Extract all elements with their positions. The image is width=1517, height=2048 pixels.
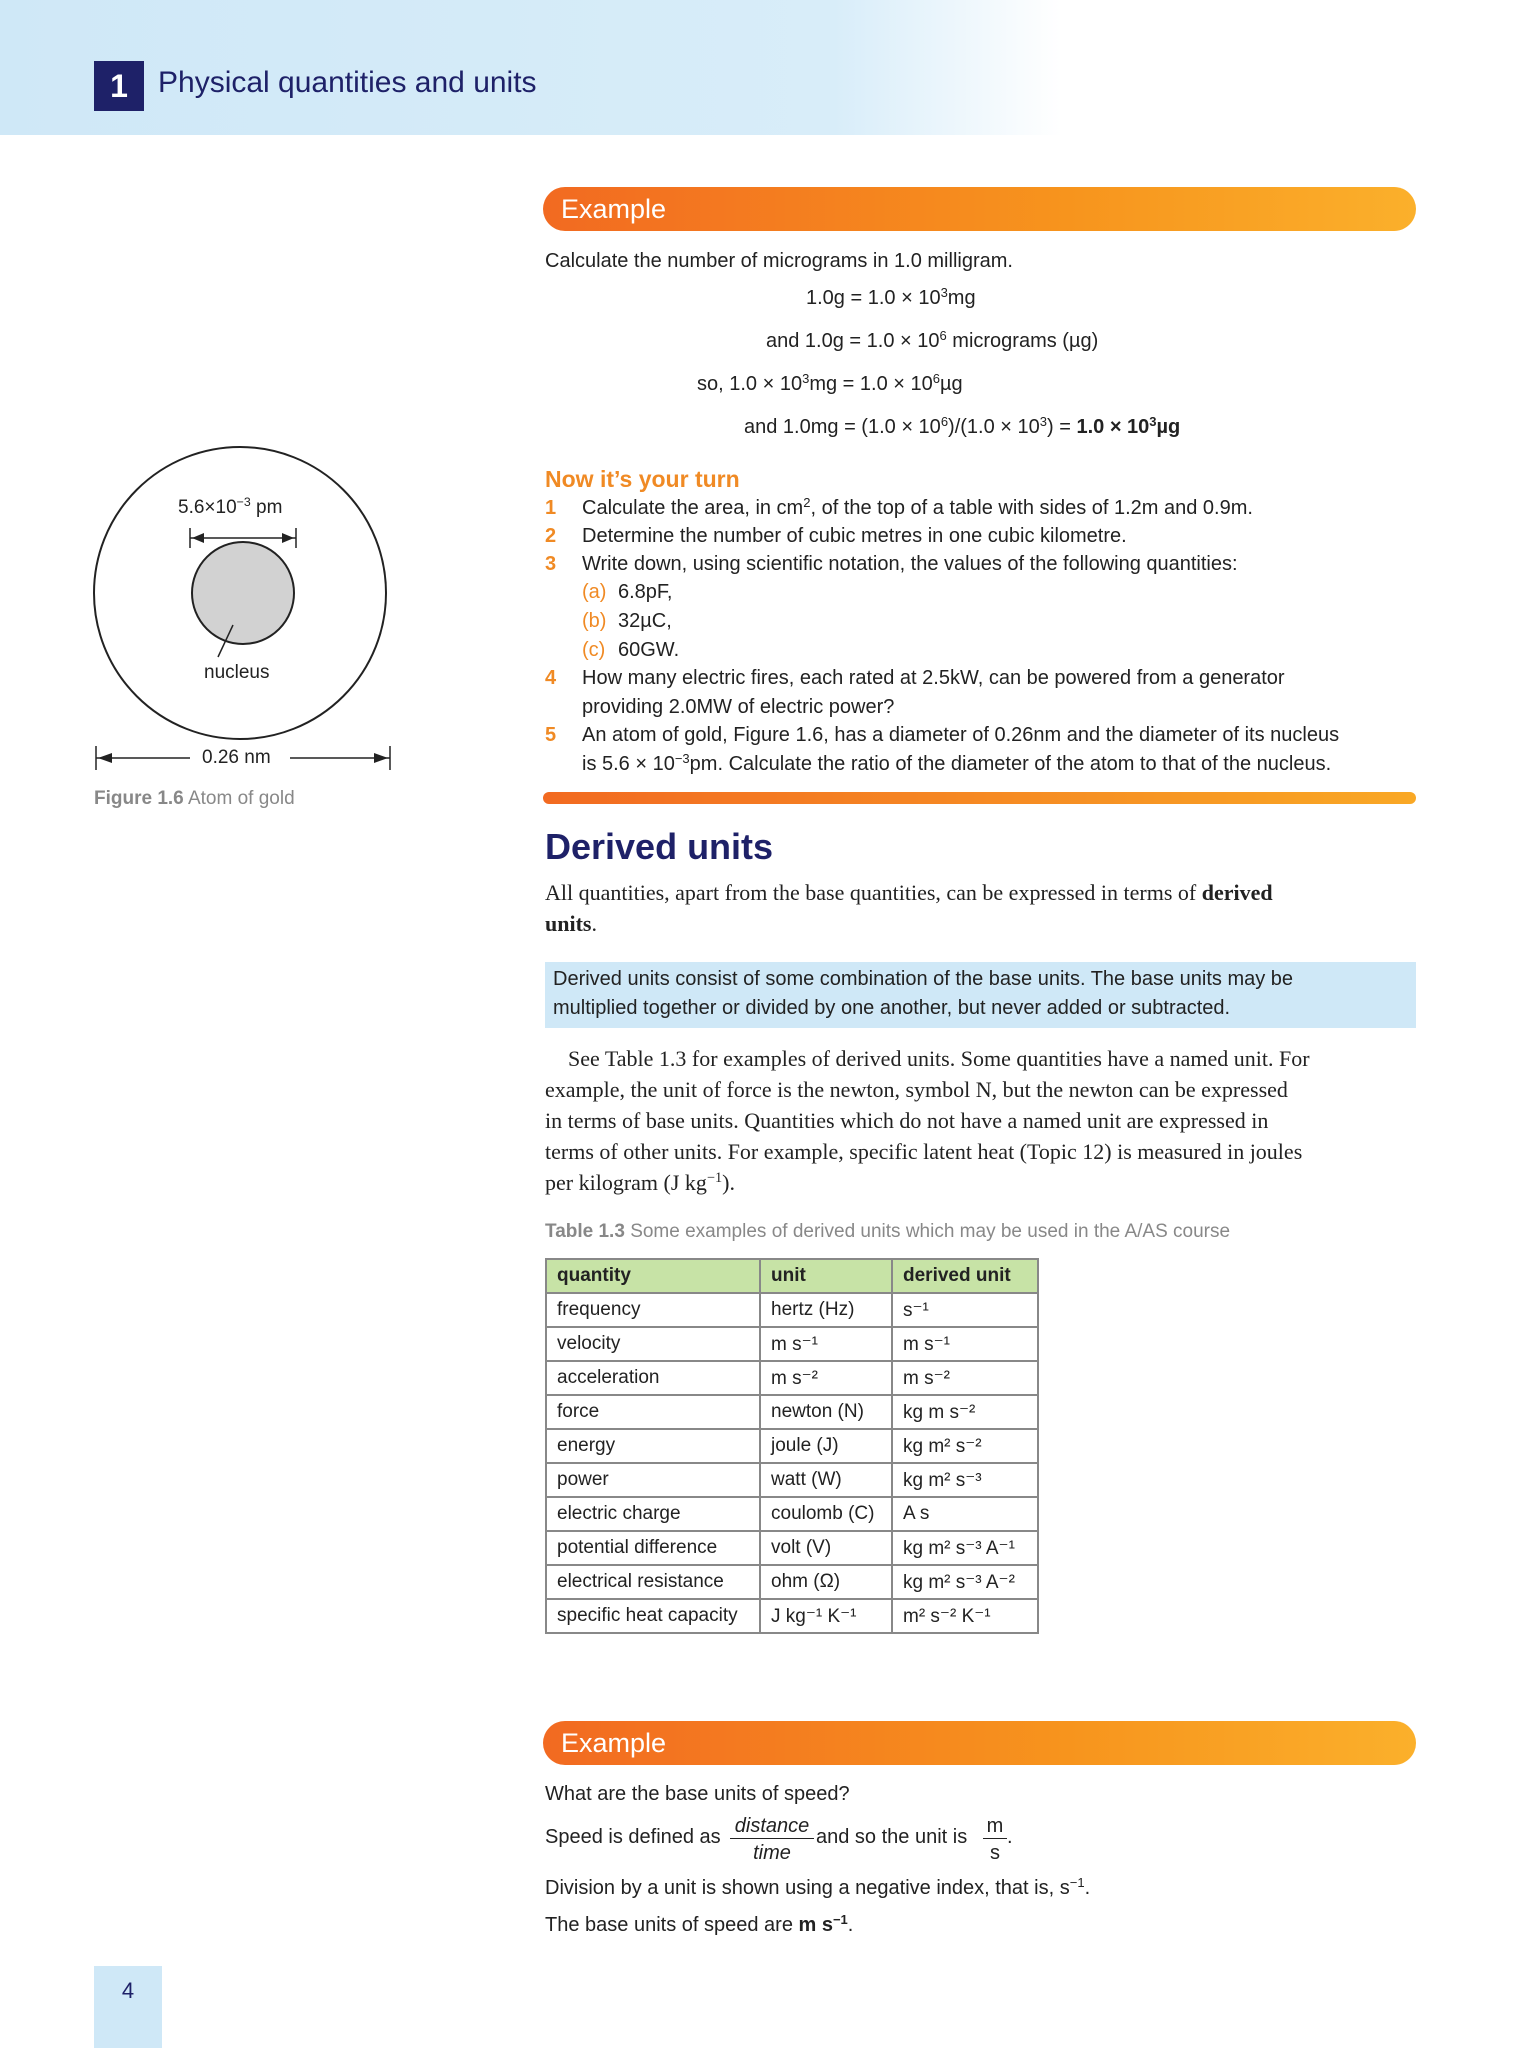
- unit-denominator: s: [990, 1842, 1000, 1864]
- table-row: [546, 1497, 1038, 1531]
- nucleus-circle: [192, 542, 294, 644]
- table-cell: watt (W): [760, 1463, 892, 1497]
- table-cell: hertz (Hz): [760, 1293, 892, 1327]
- definition-box: [545, 962, 1416, 1028]
- sub-label: (a): [582, 581, 607, 603]
- table-cell: potential difference: [546, 1531, 760, 1565]
- para-line-2: example, the unit of force is the newton, symbol N, but the newton can be expressed: [545, 1077, 1288, 1102]
- equation-1: $1.0g = 1.0 \times 10^3mg$: [806, 284, 976, 309]
- para-line-3: in terms of base units. Quantities which do not have a named unit are expressed in: [545, 1108, 1269, 1133]
- question-5-line-2: is $5.6 \times 10^{-3}pm$. Calculate the ratio of the diameter of the atom to that of the nucleus.: [582, 750, 1332, 775]
- table-cell: m s⁻¹: [760, 1327, 892, 1361]
- example-prompt: Calculate the number of micrograms in 1.0 milligram.: [545, 250, 1013, 272]
- unit-numerator: m: [983, 1815, 1007, 1839]
- table-row: [546, 1361, 1038, 1395]
- table-cell: kg m s⁻²: [892, 1395, 1038, 1429]
- table-caption: Table 1.3 Some examples of derived units which may be used in the A/AS course: [545, 1221, 1231, 1242]
- table-row: [546, 1327, 1038, 1361]
- table-cell: acceleration: [546, 1361, 760, 1395]
- speed-definition-start: Speed is defined as: [545, 1826, 721, 1848]
- question-number: 4: [545, 667, 557, 689]
- para-line-5: per kilogram (J $kg^{-1}$).: [545, 1170, 735, 1195]
- question-number: 2: [545, 525, 557, 547]
- table-row: [546, 1293, 1038, 1327]
- base-units-line: The base units of speed are m $s^{-1}$.: [545, 1911, 854, 1936]
- table-cell: m s⁻²: [760, 1361, 892, 1395]
- table-cell: m s⁻¹: [892, 1327, 1038, 1361]
- question-number: 1: [545, 497, 557, 519]
- question-1: Calculate the area, in $cm^2$, of the top of a table with sides of 1.2m and 0.9m.: [582, 494, 1253, 519]
- question-5-line-1: An atom of gold, Figure 1.6, has a diameter of 0.26nm and the diameter of its nucleus: [582, 724, 1340, 746]
- speed-definition-end: .: [1007, 1826, 1013, 1848]
- definition-line-1: Derived units consist of some combination of the base units. The base units may be: [553, 968, 1294, 990]
- table-cell: s⁻¹: [892, 1293, 1038, 1327]
- turn-title: Now it’s your turn: [545, 466, 740, 492]
- table-cell: joule (J): [760, 1429, 892, 1463]
- figure-caption: Figure 1.6 Atom of gold: [94, 788, 295, 809]
- para-line-4: terms of other units. For example, specific latent heat (Topic 12) is measured in joules: [545, 1139, 1303, 1164]
- example-end-bar: [543, 792, 1416, 804]
- table-row: [546, 1463, 1038, 1497]
- para-line-1: See Table 1.3 for examples of derived units. Some quantities have a named unit. For: [568, 1046, 1310, 1071]
- equation-2: and $1.0g = 1.0 \times 10^6$ micrograms (µg): [766, 327, 1099, 352]
- table-header-row: [546, 1259, 1038, 1293]
- table-cell: energy: [546, 1429, 760, 1463]
- example2-prompt: What are the base units of speed?: [545, 1783, 850, 1805]
- table-cell: kg m² s⁻²: [892, 1429, 1038, 1463]
- table-cell: ohm (Ω): [760, 1565, 892, 1599]
- speed-definition-mid: and so the unit is: [816, 1826, 968, 1848]
- derived-units-table: [545, 1258, 1039, 1634]
- table-row: [546, 1599, 1038, 1633]
- question-3: Write down, using scientific notation, the values of the following quantities:: [582, 553, 1238, 575]
- table-cell: A s: [892, 1497, 1038, 1531]
- table-cell: J kg⁻¹ K⁻¹: [760, 1599, 892, 1633]
- table-cell: specific heat capacity: [546, 1599, 760, 1633]
- page-number: 4: [121, 1978, 135, 2003]
- atom-figure: [90, 440, 400, 780]
- table-row: [546, 1565, 1038, 1599]
- chapter-number: 1: [94, 61, 144, 111]
- table-cell: frequency: [546, 1293, 760, 1327]
- table-cell: electric charge: [546, 1497, 760, 1531]
- table-cell: volt (V): [760, 1531, 892, 1565]
- table-cell: velocity: [546, 1327, 760, 1361]
- table-cell: coulomb (C): [760, 1497, 892, 1531]
- column-header: derived unit: [892, 1259, 1038, 1293]
- nucleus-label: nucleus: [204, 662, 270, 683]
- question-2: Determine the number of cubic metres in one cubic kilometre.: [582, 525, 1127, 547]
- section-heading: Derived units: [545, 826, 774, 867]
- table-cell: electrical resistance: [546, 1565, 760, 1599]
- question-number: 5: [545, 724, 557, 746]
- table-cell: m s⁻²: [892, 1361, 1038, 1395]
- intro-line-1: All quantities, apart from the base quantities, can be expressed in terms of derived: [545, 880, 1273, 905]
- table-cell: m² s⁻² K⁻¹: [892, 1599, 1038, 1633]
- example-banner: Example: [543, 187, 1416, 231]
- column-header: unit: [760, 1259, 892, 1293]
- table-cell: newton (N): [760, 1395, 892, 1429]
- negative-index-line: Division by a unit is shown using a negative index, that is, $s^{-1}$.: [545, 1874, 1091, 1899]
- question-3a: 6.8pF,: [618, 581, 673, 603]
- table-cell: power: [546, 1463, 760, 1497]
- sub-label: (b): [582, 610, 607, 632]
- figure-top-label: $5.6\times 10^{-3}$ pm: [178, 495, 283, 518]
- example-banner: Example: [543, 1721, 1416, 1765]
- fraction-numerator: distance: [730, 1815, 814, 1839]
- table-row: [546, 1531, 1038, 1565]
- table-cell: kg m² s⁻³ A⁻¹: [892, 1531, 1038, 1565]
- question-3b: 32µC,: [618, 610, 672, 632]
- diameter-label: 0.26 nm: [202, 747, 271, 768]
- question-4-line-2: providing 2.0MW of electric power?: [582, 696, 895, 718]
- column-header: quantity: [546, 1259, 760, 1293]
- table-row: [546, 1429, 1038, 1463]
- table-row: [546, 1395, 1038, 1429]
- table-cell: force: [546, 1395, 760, 1429]
- fraction-denominator: time: [753, 1842, 791, 1864]
- table-cell: kg m² s⁻³ A⁻²: [892, 1565, 1038, 1599]
- page-number-box: [94, 1966, 162, 2048]
- intro-line-2: units.: [545, 911, 597, 936]
- sub-label: (c): [582, 639, 606, 661]
- equation-3: so, $1.0 \times 10^3mg = 1.0 \times 10^6\mu g$: [697, 370, 963, 395]
- chapter-title: Physical quantities and units: [158, 66, 537, 99]
- question-4-line-1: How many electric fires, each rated at 2.5kW, can be powered from a generator: [582, 667, 1285, 689]
- question-number: 3: [545, 553, 557, 575]
- equation-4: and $1.0mg = (1.0 \times 10^6)/(1.0 \times 10^3) = 1.0 \times 10^3\mu g$: [744, 413, 1181, 438]
- definition-line-2: multiplied together or divided by one another, but never added or subtracted.: [553, 997, 1231, 1019]
- question-3c: 60GW.: [618, 639, 680, 661]
- table-cell: kg m² s⁻³: [892, 1463, 1038, 1497]
